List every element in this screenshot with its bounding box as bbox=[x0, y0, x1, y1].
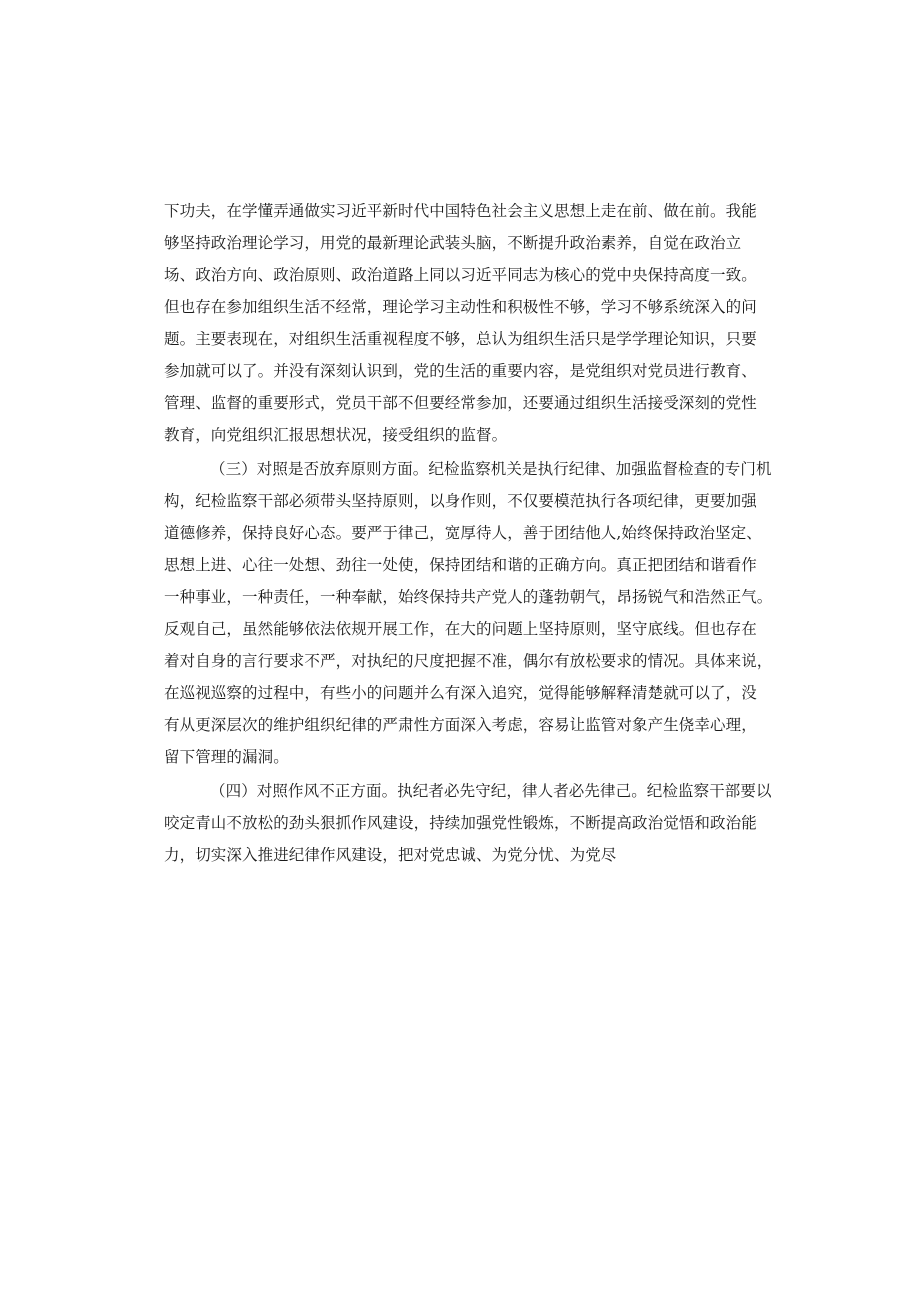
text-line: 教育，向党组织汇报思想状况，接受组织的监督。 bbox=[164, 426, 508, 444]
text-line: 一种事业，一种责任，一种奉献，始终保持共产党人的蓬勃朝气，昂扬锐气和浩然正气。 bbox=[164, 588, 773, 606]
text-line: 反观自己，虽然能够依法依规开展工作，在大的问题上坚持原则，坚守底线。但也存在 bbox=[164, 620, 757, 638]
paragraph-3 bbox=[164, 775, 772, 871]
text-line: （四）对照作风不正方面。执纪者必先守纪，律人者必先律己。纪检监察干部要以 bbox=[210, 782, 772, 800]
text-line: 咬定青山不放松的劲头狠抓作风建设，持续加强党性锻炼，不断提高政治觉悟和政治能 bbox=[164, 814, 757, 832]
text-line: 下功夫，在学懂弄通做实习近平新时代中国特色社会主义思想上走在前、做在前。我能 bbox=[164, 202, 757, 220]
text-line: 管理、监督的重要形式，党员干部不但要经常参加，还要通过组织生活接受深刻的党性 bbox=[164, 394, 757, 412]
paragraph-1 bbox=[164, 195, 764, 451]
text-line: 有从更深层次的维护组织纪律的严肃性方面深入考虑，容易让监管对象产生侥幸心理， bbox=[164, 716, 757, 734]
text-line: 构，纪检监察干部必须带头坚持原则，以身作则，不仅要模范执行各项纪律，更要加强 bbox=[164, 492, 757, 510]
text-line: 思想上进、心往一处想、劲往一处使，保持团结和谐的正确方向。真正把团结和谐看作 bbox=[164, 556, 757, 574]
text-line: 在巡视巡察的过程中，有些小的问题并么有深入追究，觉得能够解释清楚就可以了，没 bbox=[164, 684, 757, 702]
paragraph-2 bbox=[164, 453, 773, 773]
text-line: 够坚持政治理论学习，用党的最新理论武装头脑，不断提升政治素养，自觉在政治立 bbox=[164, 234, 742, 252]
text-line: 留下管理的漏洞。 bbox=[164, 748, 289, 766]
text-line: 题。主要表现在，对组织生活重视程度不够，总认为组织生活只是学学理论知识，只要 bbox=[164, 330, 757, 348]
text-line: 参加就可以了。并没有深刻认识到，党的生活的重要内容，是党组织对党员进行教育、 bbox=[164, 362, 757, 380]
text-line: 但也存在参加组织生活不经常，理论学习主动性和积极性不够，学习不够系统深入的问 bbox=[164, 298, 757, 316]
text-line: 着对自身的言行要求不严，对执纪的尺度把握不准，偶尔有放松要求的情况。具体来说， bbox=[164, 652, 773, 670]
text-line: （三）对照是否放弃原则方面。纪检监察机关是执行纪律、加强监督检查的专门机 bbox=[210, 460, 772, 478]
text-line: 力，切实深入推进纪律作风建设，把对党忠诚、为党分忧、为党尽 bbox=[164, 846, 617, 864]
text-line: 道德修养，保持良好心态。要严于律己，宽厚待人，善于团结他人,始终保持政治坚定、 bbox=[164, 524, 762, 542]
text-line: 场、政治方向、政治原则、政治道路上同以习近平同志为核心的党中央保持高度一致。 bbox=[164, 266, 757, 284]
